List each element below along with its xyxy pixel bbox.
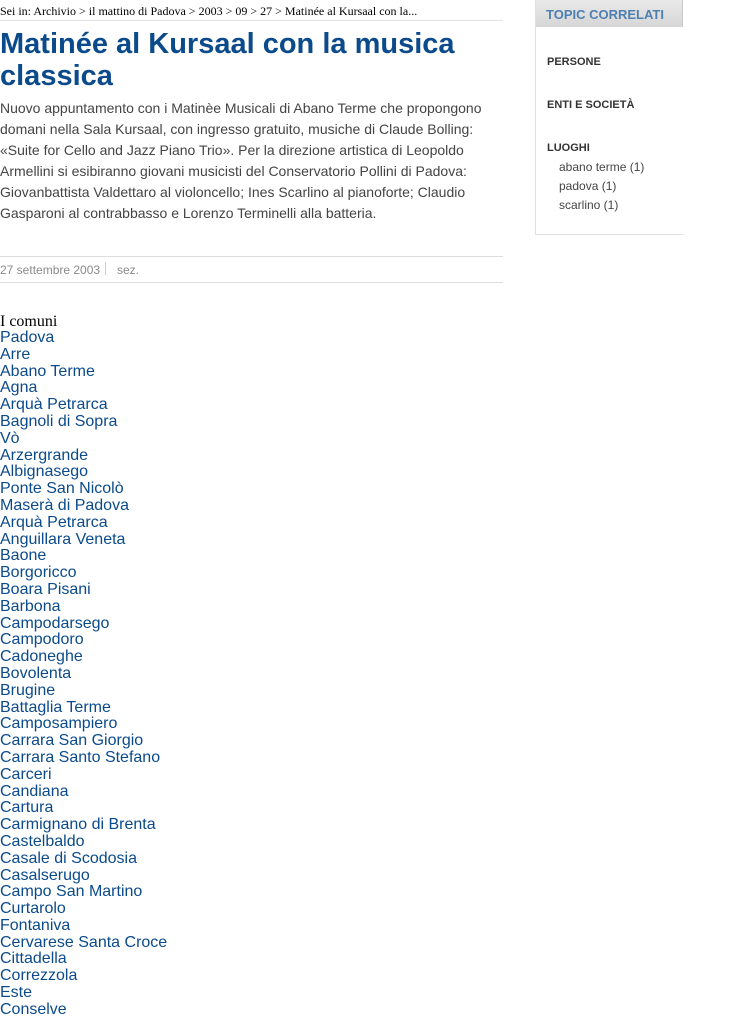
comune-link[interactable]: Arre [0, 345, 31, 363]
comune-link[interactable]: Arquà Petrarca [0, 513, 108, 531]
comune-link[interactable]: Carrara San Giorgio [0, 732, 144, 750]
comune-link[interactable]: Arzergrande [0, 446, 89, 464]
comuni-list [0, 330, 300, 1019]
article-section: sez. [117, 263, 140, 277]
comune-link[interactable]: Carmignano di Brenta [0, 816, 156, 834]
comune-link[interactable]: Carceri [0, 765, 52, 783]
topic-header-label: TOPIC CORRELATI [546, 7, 664, 22]
comune-link[interactable]: Carrara Santo Stefano [0, 748, 161, 766]
comune-link[interactable]: Boara Pisani [0, 580, 91, 598]
luoghi-list [559, 158, 644, 215]
comune-link[interactable]: Cadoneghe [0, 648, 83, 666]
comuni-block [0, 313, 300, 1019]
comune-link[interactable]: Agna [0, 379, 38, 397]
comune-link[interactable]: Cittadella [0, 950, 67, 968]
comune-link[interactable]: Casalserugo [0, 866, 90, 884]
breadcrumb-separator: > [225, 4, 233, 18]
article-title: Matinée al Kursaal con la musica classica [0, 28, 455, 92]
breadcrumb-separator: > [250, 4, 258, 18]
comune-link[interactable]: Borgoricco [0, 564, 77, 582]
comune-link[interactable]: Este [0, 984, 33, 1002]
comune-link[interactable]: Maserà di Padova [0, 496, 129, 514]
comune-link[interactable]: Brugine [0, 681, 56, 699]
comune-link[interactable]: Casale di Scodosia [0, 849, 137, 867]
article-date: 27 settembre 2003 [0, 263, 101, 277]
comune-link[interactable]: Camposampiero [0, 715, 118, 733]
breadcrumb-month-link[interactable]: 09 [235, 4, 248, 18]
breadcrumb [0, 4, 503, 21]
comune-link[interactable]: Cervarese Santa Croce [0, 933, 168, 951]
enti-heading: ENTI E SOCIETÀ [547, 99, 635, 111]
comune-link[interactable]: Castelbaldo [0, 832, 85, 850]
comune-link[interactable]: Abano Terme [0, 362, 95, 380]
comune-link[interactable]: Conselve [0, 1000, 67, 1018]
comune-link[interactable]: Campodoro [0, 631, 84, 649]
breadcrumb-archivio-link[interactable]: Archivio [33, 4, 77, 18]
topic-sidebar [535, 0, 683, 235]
comune-link[interactable]: Bagnoli di Sopra [0, 412, 118, 430]
comune-link[interactable]: Ponte San Nicolò [0, 480, 124, 498]
persone-heading: PERSONE [547, 56, 601, 68]
luoghi-item-link[interactable]: padova (1) [559, 179, 617, 193]
article-meta [0, 256, 503, 283]
comune-link[interactable]: Barbona [0, 597, 61, 615]
topic-header [536, 0, 683, 27]
comuni-title: I comuni [0, 313, 58, 330]
comune-link[interactable]: Campodarsego [0, 614, 110, 632]
comune-link[interactable]: Anguillara Veneta [0, 530, 126, 548]
comune-link[interactable]: Campo San Martino [0, 883, 143, 901]
luoghi-heading: LUOGHI [547, 142, 590, 154]
breadcrumb-current: Matinée al Kursaal con la... [284, 4, 418, 18]
breadcrumb-separator: > [188, 4, 196, 18]
comune-link[interactable]: Fontaniva [0, 916, 71, 934]
comune-link[interactable]: Correzzola [0, 967, 78, 985]
breadcrumb-prefix: Sei in: [0, 4, 32, 18]
comune-link[interactable]: Baone [0, 547, 47, 565]
comune-link[interactable]: Battaglia Terme [0, 698, 111, 716]
breadcrumb-newspaper-link[interactable]: il mattino di Padova [88, 4, 186, 18]
meta-divider [105, 262, 106, 275]
breadcrumb-year-link[interactable]: 2003 [198, 4, 223, 18]
comune-link[interactable]: Vò [0, 429, 20, 447]
breadcrumb-day-link[interactable]: 27 [260, 4, 273, 18]
comune-link[interactable]: Arquà Petrarca [0, 396, 108, 414]
comune-link[interactable]: Bovolenta [0, 664, 72, 682]
comune-link[interactable]: Albignasego [0, 463, 89, 481]
comune-link[interactable]: Cartura [0, 799, 54, 817]
luoghi-item-link[interactable]: scarlino (1) [559, 198, 619, 212]
breadcrumb-separator: > [275, 4, 282, 18]
article-abstract: Nuovo appuntamento con i Matinèe Musicali di Abano Terme che propongono domani nella Sala Kursaal, con ingresso gratuito, musiche di Claude Bolling: «Suite for Cello and Jazz Piano Trio». Per la direzione artistica di Leopoldo Armellini si esibiranno giovani musicisti del Conservatorio Pollini di Padova: Giovanbattista Valdettaro al violoncello; Ines Scarlino al pianoforte; Claudio Gasparoni al contrabbasso e Lorenzo Terminelli alla batteria. [0, 100, 482, 221]
comune-link[interactable]: Curtarolo [0, 900, 66, 918]
breadcrumb-separator: > [79, 4, 86, 18]
luoghi-item-link[interactable]: abano terme (1) [559, 160, 645, 174]
comune-link[interactable]: Candiana [0, 782, 69, 800]
comune-link[interactable]: Padova [0, 329, 55, 346]
